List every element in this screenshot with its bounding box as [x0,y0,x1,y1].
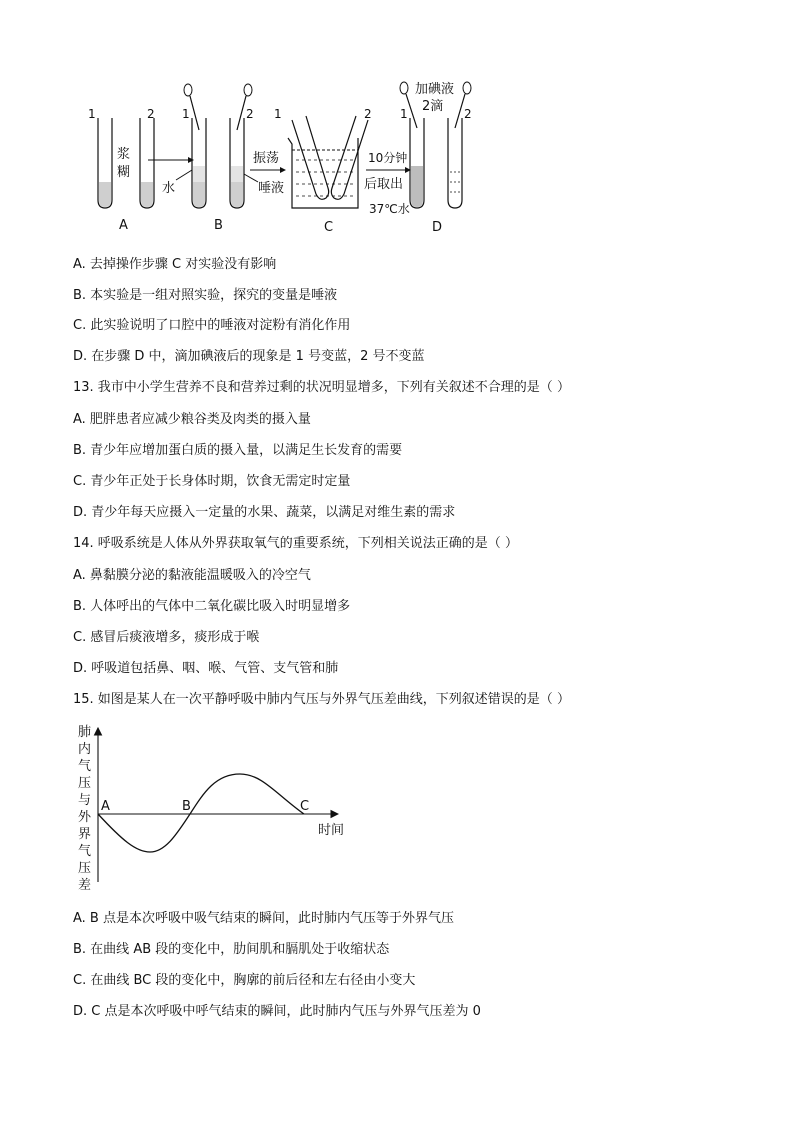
q15-option-d: D. C 点是本次呼吸中呼气结束的瞬间，此时肺内气压与外界气压差为 0 [73,1004,481,1019]
y-label-char: 界 [78,827,92,842]
point-b-label: B [182,799,191,814]
y-label-char: 外 [78,810,92,825]
step-c-water-bath [274,107,410,235]
step-d-tubes [400,81,472,235]
step-c-tube1-number: 1 [274,107,282,121]
y-label-char: 差 [78,878,92,893]
label-iodine-1: 加碘液 [415,82,455,97]
y-label-char: 内 [78,742,92,757]
label-shake: 振荡 [253,151,280,166]
q15-option-c: C. 在曲线 BC 段的变化中，胸廓的前后径和左右径由小变大 [73,973,416,988]
label-paste-2: 糊 [117,165,131,180]
step-c-tube2-number: 2 [364,107,372,121]
q13-option-a: A. 肥胖患者应减少粮谷类及肉类的摄入量 [73,412,311,427]
step-d-tube2-number: 2 [464,107,472,121]
q15-option-b: B. 在曲线 AB 段的变化中，肋间肌和膈肌处于收缩状态 [73,942,390,957]
q12-option-a: A. 去掉操作步骤 C 对实验没有影响 [73,257,277,272]
y-label-char: 压 [78,861,92,876]
y-label-char: 气 [78,844,92,859]
label-iodine-2: 2滴 [422,99,444,114]
step-a-tube2-number: 2 [147,107,155,121]
label-saliva: 唾液 [258,181,285,196]
step-b-tube1-number: 1 [182,107,190,121]
y-label-char: 气 [78,759,92,774]
q12-option-d: D. 在步骤 D 中，滴加碘液后的现象是 1 号变蓝，2 号不变蓝 [73,349,425,364]
q14-stem: 14. 呼吸系统是人体从外界获取氧气的重要系统，下列相关说法正确的是（ ） [73,536,518,551]
q15-stem: 15. 如图是某人在一次平静呼吸中肺内气压与外界气压差曲线，下列叙述错误的是（ ） [73,692,570,707]
step-a-tube1-number: 1 [88,107,96,121]
step-d-tube1-number: 1 [400,107,408,121]
pressure-difference-graph [76,722,356,898]
step-a-tubes [88,107,155,233]
step-a-label: A [119,218,128,233]
q15-option-a: A. B 点是本次呼吸中吸气结束的瞬间，此时肺内气压等于外界气压 [73,911,454,926]
label-water: 水 [162,181,176,196]
point-c-label: C [300,799,310,814]
y-label-char: 压 [78,776,92,791]
label-paste-1: 浆 [117,147,131,162]
step-c-label: C [324,220,334,235]
step-b-label: B [214,218,223,233]
step-d-label: D [432,220,443,235]
q13-option-d: D. 青少年每天应摄入一定量的水果、蔬菜，以满足对维生素的需求 [73,505,456,520]
label-time-1: 10分钟 [368,151,408,165]
step-b-tubes [162,84,284,233]
pressure-curve [98,774,304,852]
q14-option-c: C. 感冒后痰液增多，痰形成于喉 [73,630,260,645]
label-time-2: 后取出 [364,177,404,192]
q12-option-c: C. 此实验说明了口腔中的唾液对淀粉有消化作用 [73,318,351,333]
point-a-label: A [101,799,110,814]
step-b-tube2-number: 2 [246,107,254,121]
q13-option-b: B. 青少年应增加蛋白质的摄入量，以满足生长发育的需要 [73,443,403,458]
x-axis-label: 时间 [318,823,345,838]
q14-option-a: A. 鼻黏膜分泌的黏液能温暖吸入的冷空气 [73,568,311,583]
q13-option-c: C. 青少年正处于长身体时期，饮食无需定时定量 [73,474,351,489]
q12-option-b: B. 本实验是一组对照实验，探究的变量是唾液 [73,288,338,303]
y-label-char: 肺 [78,725,92,740]
graph-y-label [78,724,92,893]
experiment-figure [80,78,480,238]
label-bath: 37℃水 [369,202,410,216]
q14-option-b: B. 人体呼出的气体中二氧化碳比吸入时明显增多 [73,599,351,614]
y-label-char: 与 [78,793,92,808]
q13-stem: 13. 我市中小学生营养不良和营养过剩的状况明显增多，下列有关叙述不合理的是（ ） [73,380,570,395]
q14-option-d: D. 呼吸道包括鼻、咽、喉、气管、支气管和肺 [73,661,339,676]
